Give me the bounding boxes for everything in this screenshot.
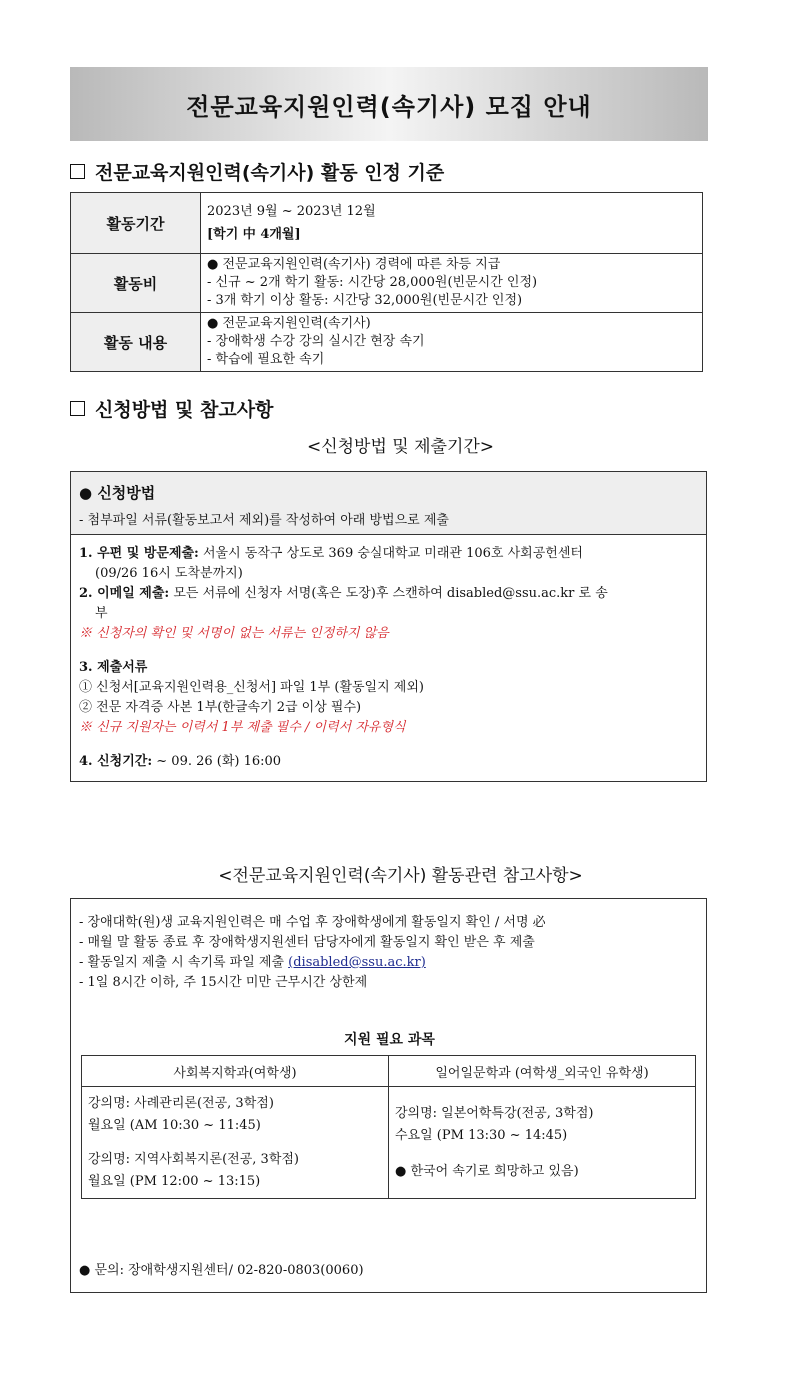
document-item: ② 전문 자격증 사본 1부(한글속기 2급 이상 필수) bbox=[79, 700, 362, 715]
item-email bbox=[79, 584, 700, 604]
note-item: - 1일 8시간 이하, 주 15시간 미만 근무시간 상한제 bbox=[79, 975, 368, 990]
duty-line: - 장애학생 수강 강의 실시간 현장 속기 bbox=[207, 334, 425, 349]
table-row bbox=[71, 313, 703, 372]
note-item: - 장애대학(원)생 교육지원인력은 매 수업 후 장애학생에게 활동일지 확인 / 서명 必 bbox=[79, 915, 546, 930]
item-email-cont: 부 bbox=[95, 606, 108, 621]
method-desc: - 첨부파일 서류(활동보고서 제외)를 작성하여 아래 방법으로 제출 bbox=[79, 513, 449, 528]
subject-line: 강의명: 사례관리론(전공, 3학점) bbox=[88, 1095, 274, 1111]
note-item: - 매월 말 활동 종료 후 장애학생지원센터 담당자에게 활동일지 확인 받은 후 제출 bbox=[79, 935, 535, 950]
email-link[interactable]: (disabled@ssu.ac.kr) bbox=[288, 955, 426, 970]
item-label: 2. 이메일 제출: bbox=[79, 586, 170, 601]
item-label: 4. 신청기간: bbox=[79, 754, 153, 769]
apply-box-body bbox=[71, 535, 706, 772]
subjects-table bbox=[81, 1055, 696, 1199]
method-title: 신청방법 bbox=[97, 484, 156, 502]
subject-line: 수요일 (PM 13:30 ~ 14:45) bbox=[395, 1127, 568, 1143]
item-label: 1. 우편 및 방문제출: bbox=[79, 546, 199, 561]
subject-line: 강의명: 일본어학특강(전공, 3학점) bbox=[395, 1105, 594, 1121]
apply-box-header bbox=[71, 472, 706, 535]
subject-cell bbox=[389, 1087, 696, 1199]
fee-line: ● 전문교육지원인력(속기사) 경력에 따른 차등 지급 bbox=[207, 257, 501, 272]
subject-line: 월요일 (AM 10:30 ~ 11:45) bbox=[88, 1117, 261, 1133]
column-header: 사회복지학과(여학생) bbox=[82, 1056, 389, 1087]
reference-subheading: <전문교육지원인력(속기사) 활동관련 참고사항> bbox=[218, 866, 583, 886]
table-row bbox=[71, 193, 703, 254]
duty-line: ● 전문교육지원인력(속기사) bbox=[207, 316, 371, 331]
bullet-icon: ● bbox=[79, 484, 98, 502]
table-row bbox=[82, 1087, 696, 1199]
apply-box bbox=[70, 471, 707, 782]
item-period bbox=[79, 752, 700, 772]
period-note: [학기 中 4개월] bbox=[207, 226, 301, 242]
item-postal-cont: (09/26 16시 도착분까지) bbox=[95, 566, 243, 581]
section-heading-text: 신청방법 및 참고사항 bbox=[95, 399, 274, 421]
item-text: 모든 서류에 신청자 서명(혹은 도장)후 스캔하여 disabled@ssu.ac.kr 로 송 bbox=[169, 586, 608, 601]
checkbox-square-icon bbox=[70, 164, 85, 179]
row-value bbox=[201, 193, 703, 254]
row-label: 활동비 bbox=[71, 254, 201, 313]
column-header: 일어일문학과 (여학생_외국인 유학생) bbox=[389, 1056, 696, 1087]
checkbox-square-icon bbox=[70, 401, 85, 416]
warning-resume: ※ 신규 지원자는 이력서 1부 제출 필수 / 이력서 자유형식 bbox=[79, 720, 406, 735]
section-heading-apply bbox=[70, 395, 273, 422]
note-item bbox=[79, 953, 700, 973]
title-banner bbox=[70, 67, 708, 141]
row-label: 활동 내용 bbox=[71, 313, 201, 372]
note-text: - 활동일지 제출 시 속기록 파일 제출 bbox=[79, 955, 289, 970]
item-postal bbox=[79, 544, 700, 564]
page-title: 전문교육지원인력(속기사) 모집 안내 bbox=[186, 92, 592, 121]
subject-line: ● 한국어 속기로 희망하고 있음) bbox=[395, 1163, 579, 1179]
document-item: ① 신청서[교육지원인력용_신청서] 파일 1부 (활동일지 제외) bbox=[79, 680, 424, 695]
criteria-table bbox=[70, 192, 703, 372]
notes-list bbox=[71, 899, 706, 993]
method-title-row bbox=[79, 482, 698, 503]
apply-subheading: <신청방법 및 제출기간> bbox=[306, 437, 495, 457]
section-heading-text: 전문교육지원인력(속기사) 활동 인정 기준 bbox=[95, 162, 445, 184]
subject-line: 월요일 (PM 12:00 ~ 13:15) bbox=[88, 1173, 261, 1189]
item-text: ~ 09. 26 (화) 16:00 bbox=[152, 754, 282, 769]
subjects-title: 지원 필요 과목 bbox=[344, 1032, 435, 1048]
period-text: 2023년 9월 ~ 2023년 12월 bbox=[207, 203, 376, 219]
row-label: 활동기간 bbox=[71, 193, 201, 254]
contact-info: ● 문의: 장애학생지원센터/ 02-820-0803(0060) bbox=[79, 1263, 364, 1278]
fee-line: - 3개 학기 이상 활동: 시간당 32,000원(빈문시간 인정) bbox=[207, 293, 523, 308]
warning-signature: ※ 신청자의 확인 및 서명이 없는 서류는 인정하지 않음 bbox=[79, 626, 389, 641]
reference-box bbox=[70, 898, 707, 1293]
item-documents-label: 3. 제출서류 bbox=[79, 660, 148, 675]
item-text: 서울시 동작구 상도로 369 숭실대학교 미래관 106호 사회공헌센터 bbox=[198, 546, 583, 561]
row-value bbox=[201, 313, 703, 372]
section-heading-criteria bbox=[70, 158, 444, 185]
table-header-row bbox=[82, 1056, 696, 1087]
fee-line: - 신규 ~ 2개 학기 활동: 시간당 28,000원(빈문시간 인정) bbox=[207, 275, 538, 290]
duty-line: - 학습에 필요한 속기 bbox=[207, 352, 325, 367]
row-value bbox=[201, 254, 703, 313]
subject-line: 강의명: 지역사회복지론(전공, 3학점) bbox=[88, 1151, 300, 1167]
table-row bbox=[71, 254, 703, 313]
subject-cell bbox=[82, 1087, 389, 1199]
